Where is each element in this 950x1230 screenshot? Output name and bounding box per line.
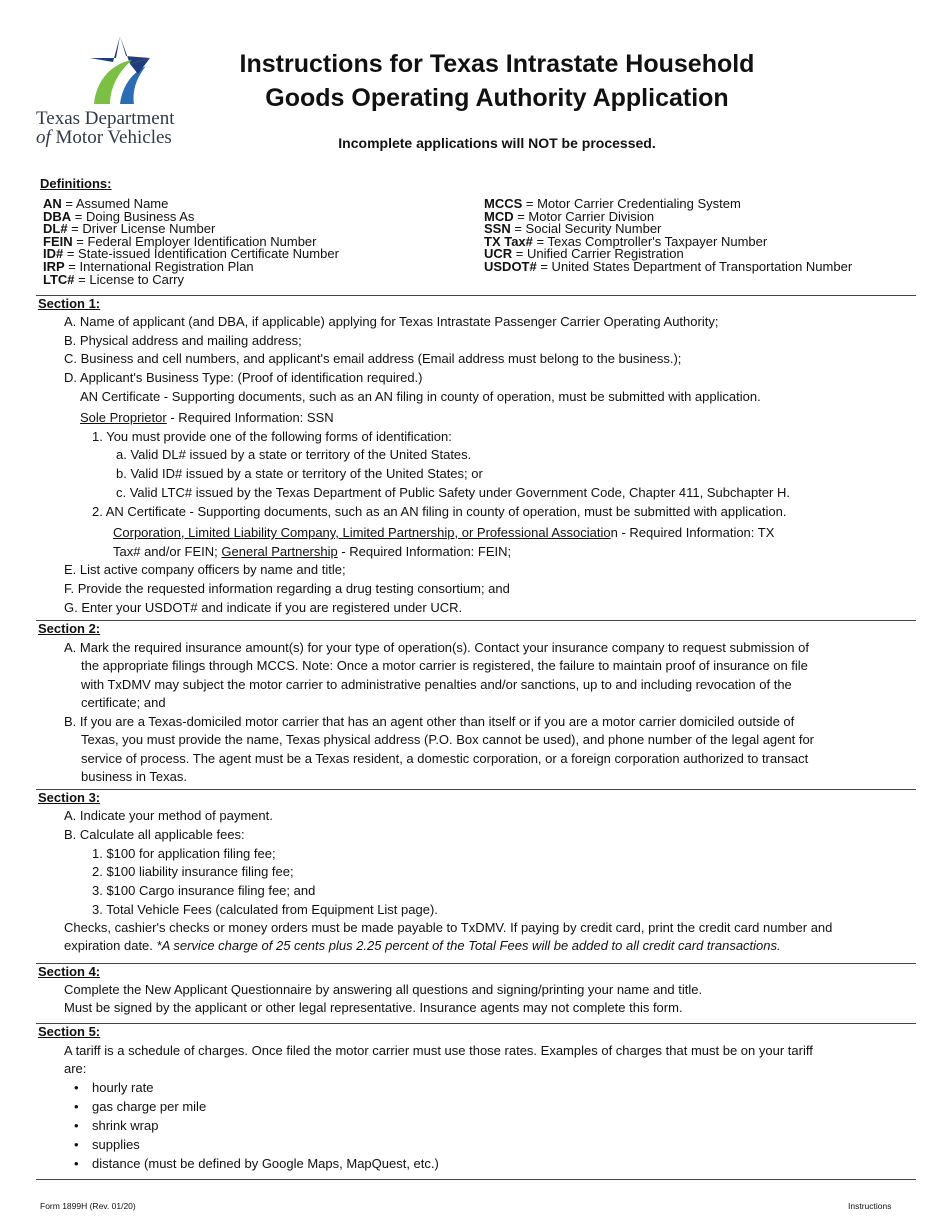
- section-1-item-c: C. Business and cell numbers, and applicant's email address (Email address must belong to the business.);: [64, 351, 682, 366]
- star-emblem-icon: [80, 34, 156, 108]
- logo-text-line1: Texas Department: [36, 108, 175, 129]
- section-5-line: are:: [64, 1061, 87, 1076]
- general-partnership-label: General Partnership: [221, 544, 338, 559]
- definition-meaning: = Social Security Number: [510, 221, 662, 237]
- definition-abbr: FEIN: [43, 233, 73, 249]
- footer-divider: [36, 1179, 916, 1180]
- section-4-line: Must be signed by the applicant or other legal representative. Insurance agents may not complete this form.: [64, 1000, 683, 1015]
- section-5-heading: Section 5:: [38, 1024, 101, 1039]
- definition-abbr: DBA: [43, 208, 72, 224]
- corporation-info: n - Required Information: TX: [610, 525, 775, 540]
- section-5-line: A tariff is a schedule of charges. Once filed the motor carrier must use those rates. Examples of charges that must be on your tariff: [64, 1043, 813, 1058]
- section-5-bullet: • hourly rate: [92, 1079, 153, 1097]
- section-3-heading: Section 3:: [38, 790, 101, 805]
- section-3-checks-line: [64, 937, 781, 955]
- section-divider: [36, 1023, 916, 1024]
- definition-row: [43, 271, 339, 287]
- logo-text-line2: [36, 127, 172, 149]
- section-1-an-certificate: AN Certificate - Supporting documents, such as an AN filing in county of operation, must be submitted with application.: [80, 389, 761, 404]
- section-2-heading: Section 2:: [38, 621, 101, 636]
- definition-meaning: = International Registration Plan: [64, 258, 254, 274]
- definition-abbr: AN: [43, 196, 62, 211]
- section-5-bullet: • gas charge per mile: [92, 1098, 206, 1116]
- section-1-item-1: 1. You must provide one of the following forms of identification:: [92, 429, 452, 444]
- section-3-fee: 3. $100 Cargo insurance filing fee; and: [92, 883, 316, 898]
- section-3-fee: 3. Total Vehicle Fees (calculated from Equipment List page).: [92, 902, 438, 917]
- section-1-item-f: F. Provide the requested information regarding a drug testing consortium; and: [64, 581, 510, 596]
- service-charge-note: *A service charge of 25 cents plus 2.25 percent of the Total Fees will be added to all credit card transactions.: [156, 938, 781, 953]
- section-5-bullet: • supplies: [92, 1136, 140, 1154]
- section-4-line: Complete the New Applicant Questionnaire by answering all questions and signing/printing your name and title.: [64, 982, 703, 997]
- definition-abbr: UCR: [484, 246, 513, 262]
- section-2-item-a-line: with TxDMV may subject the motor carrier to administrative penalties and/or sanctions, up to and including revocation of the: [81, 677, 792, 692]
- title-line1: Instructions for Texas Intrastate Household: [239, 50, 755, 78]
- section-1-general-partnership: [113, 543, 511, 561]
- section-1-item-1c: c. Valid LTC# issued by the Texas Department of Public Safety under Government Code, Chapter 411, Subchapter H.: [116, 485, 790, 500]
- definition-meaning: = United States Department of Transportation Number: [536, 258, 853, 274]
- section-1-item-1b: b. Valid ID# issued by a state or territory of the United States; or: [116, 466, 483, 481]
- section-1-item-e: E. List active company officers by name and title;: [64, 562, 346, 577]
- section-1-item-d: D. Applicant's Business Type: (Proof of identification required.): [64, 370, 423, 385]
- section-3-fee: 1. $100 for application filing fee;: [92, 846, 276, 861]
- section-1-heading: Section 1:: [38, 296, 101, 311]
- definition-abbr: MCD: [484, 208, 514, 224]
- section-2-item-a-line: A. Mark the required insurance amount(s) for your type of operation(s). Contact your insurance company to request submission of: [64, 640, 809, 655]
- section-1-item-b: B. Physical address and mailing address;: [64, 333, 302, 348]
- title-line2: Goods Operating Authority Application: [265, 84, 729, 112]
- definition-abbr: USDOT#: [484, 258, 537, 274]
- section-1-corporation: [113, 524, 774, 542]
- logo-text-of: of: [36, 127, 51, 148]
- section-1-item-g: G. Enter your USDOT# and indicate if you are registered under UCR.: [64, 600, 463, 615]
- definition-abbr: MCCS: [484, 196, 523, 211]
- section-5-bullet: • shrink wrap: [92, 1117, 158, 1135]
- sole-proprietor-info: - Required Information: SSN: [166, 410, 334, 425]
- definition-meaning: = Doing Business As: [71, 208, 195, 224]
- definition-meaning: = Unified Carrier Registration: [512, 246, 684, 262]
- definition-meaning: = License to Carry: [74, 271, 185, 287]
- definition-abbr: SSN: [484, 221, 511, 237]
- corporation-label: Corporation, Limited Liability Company, Limited Partnership, or Professional Associatio: [113, 525, 611, 540]
- section-3-item-b: B. Calculate all applicable fees:: [64, 827, 245, 842]
- definition-meaning: = Driver License Number: [67, 221, 216, 237]
- section-3-fee: 2. $100 liability insurance filing fee;: [92, 864, 294, 879]
- section-4-heading: Section 4:: [38, 964, 101, 979]
- definitions-left-column: [43, 198, 339, 286]
- section-2-item-b-line: service of process. The agent must be a Texas resident, a domestic corporation, or a foreign corporation authorized to transact: [81, 751, 809, 766]
- incomplete-notice: Incomplete applications will NOT be processed.: [338, 135, 656, 151]
- expiration-date-text: expiration date.: [64, 938, 157, 953]
- section-3-item-a: A. Indicate your method of payment.: [64, 808, 273, 823]
- section-1-item-1a: a. Valid DL# issued by a state or territory of the United States.: [116, 447, 472, 462]
- section-1-sole-proprietor: [80, 409, 334, 427]
- form-number: Form 1899H (Rev. 01/20): [40, 1201, 136, 1211]
- section-divider: [36, 789, 916, 790]
- definition-row: [484, 258, 853, 274]
- definitions-right-column: [484, 198, 852, 274]
- section-2-item-b-line: B. If you are a Texas-domiciled motor carrier that has an agent other than itself or if you are a motor carrier domiciled outside of: [64, 714, 795, 729]
- txdmv-logo: [36, 34, 196, 152]
- section-1-item-a: A. Name of applicant (and DBA, if applicable) applying for Texas Intrastate Passenger Carrier Operating Authority;: [64, 314, 719, 329]
- definition-meaning: = State-issued Identification Certificate Number: [63, 246, 339, 262]
- corporation-info-cont: Tax# and/or FEIN;: [113, 544, 222, 559]
- section-2-item-b-line: business in Texas.: [81, 769, 187, 784]
- sole-proprietor-label: Sole Proprietor: [80, 410, 167, 425]
- definitions-heading: Definitions:: [40, 176, 112, 191]
- definition-abbr: IRP: [43, 258, 65, 274]
- footer-label: Instructions: [848, 1201, 892, 1211]
- section-divider: [36, 295, 916, 296]
- section-1-item-2: 2. AN Certificate - Supporting documents, such as an AN filing in county of operation, must be submitted with application.: [92, 504, 787, 519]
- definition-meaning: = Motor Carrier Credentialing System: [522, 196, 741, 211]
- page-title: [222, 47, 772, 115]
- section-2-item-b-line: Texas, you must provide the name, Texas physical address (P.O. Box cannot be used), and phone number of the legal agent for: [81, 732, 815, 747]
- logo-text-motor-vehicles: Motor Vehicles: [50, 127, 172, 148]
- general-partnership-info: - Required Information: FEIN;: [337, 544, 512, 559]
- section-2-item-a-line: the appropriate filings through MCCS. Note: Once a motor carrier is registered, the failure to maintain proof of insurance on file: [81, 658, 808, 673]
- section-3-checks-line: Checks, cashier's checks or money orders must be made payable to TxDMV. If paying by credit card, print the credit card number and: [64, 920, 833, 935]
- section-2-item-a-line: certificate; and: [81, 695, 166, 710]
- definition-abbr: LTC#: [43, 271, 75, 287]
- definition-meaning: = Assumed Name: [61, 196, 169, 211]
- definition-abbr: ID#: [43, 246, 64, 262]
- definition-meaning: = Texas Comptroller's Taxpayer Number: [532, 233, 768, 249]
- definition-meaning: = Federal Employer Identification Number: [72, 233, 317, 249]
- definition-meaning: = Motor Carrier Division: [513, 208, 655, 224]
- definition-abbr: TX Tax#: [484, 233, 533, 249]
- section-divider: [36, 963, 916, 964]
- definition-abbr: DL#: [43, 221, 68, 237]
- section-divider: [36, 620, 916, 621]
- section-5-bullet: • distance (must be defined by Google Maps, MapQuest, etc.): [92, 1155, 439, 1173]
